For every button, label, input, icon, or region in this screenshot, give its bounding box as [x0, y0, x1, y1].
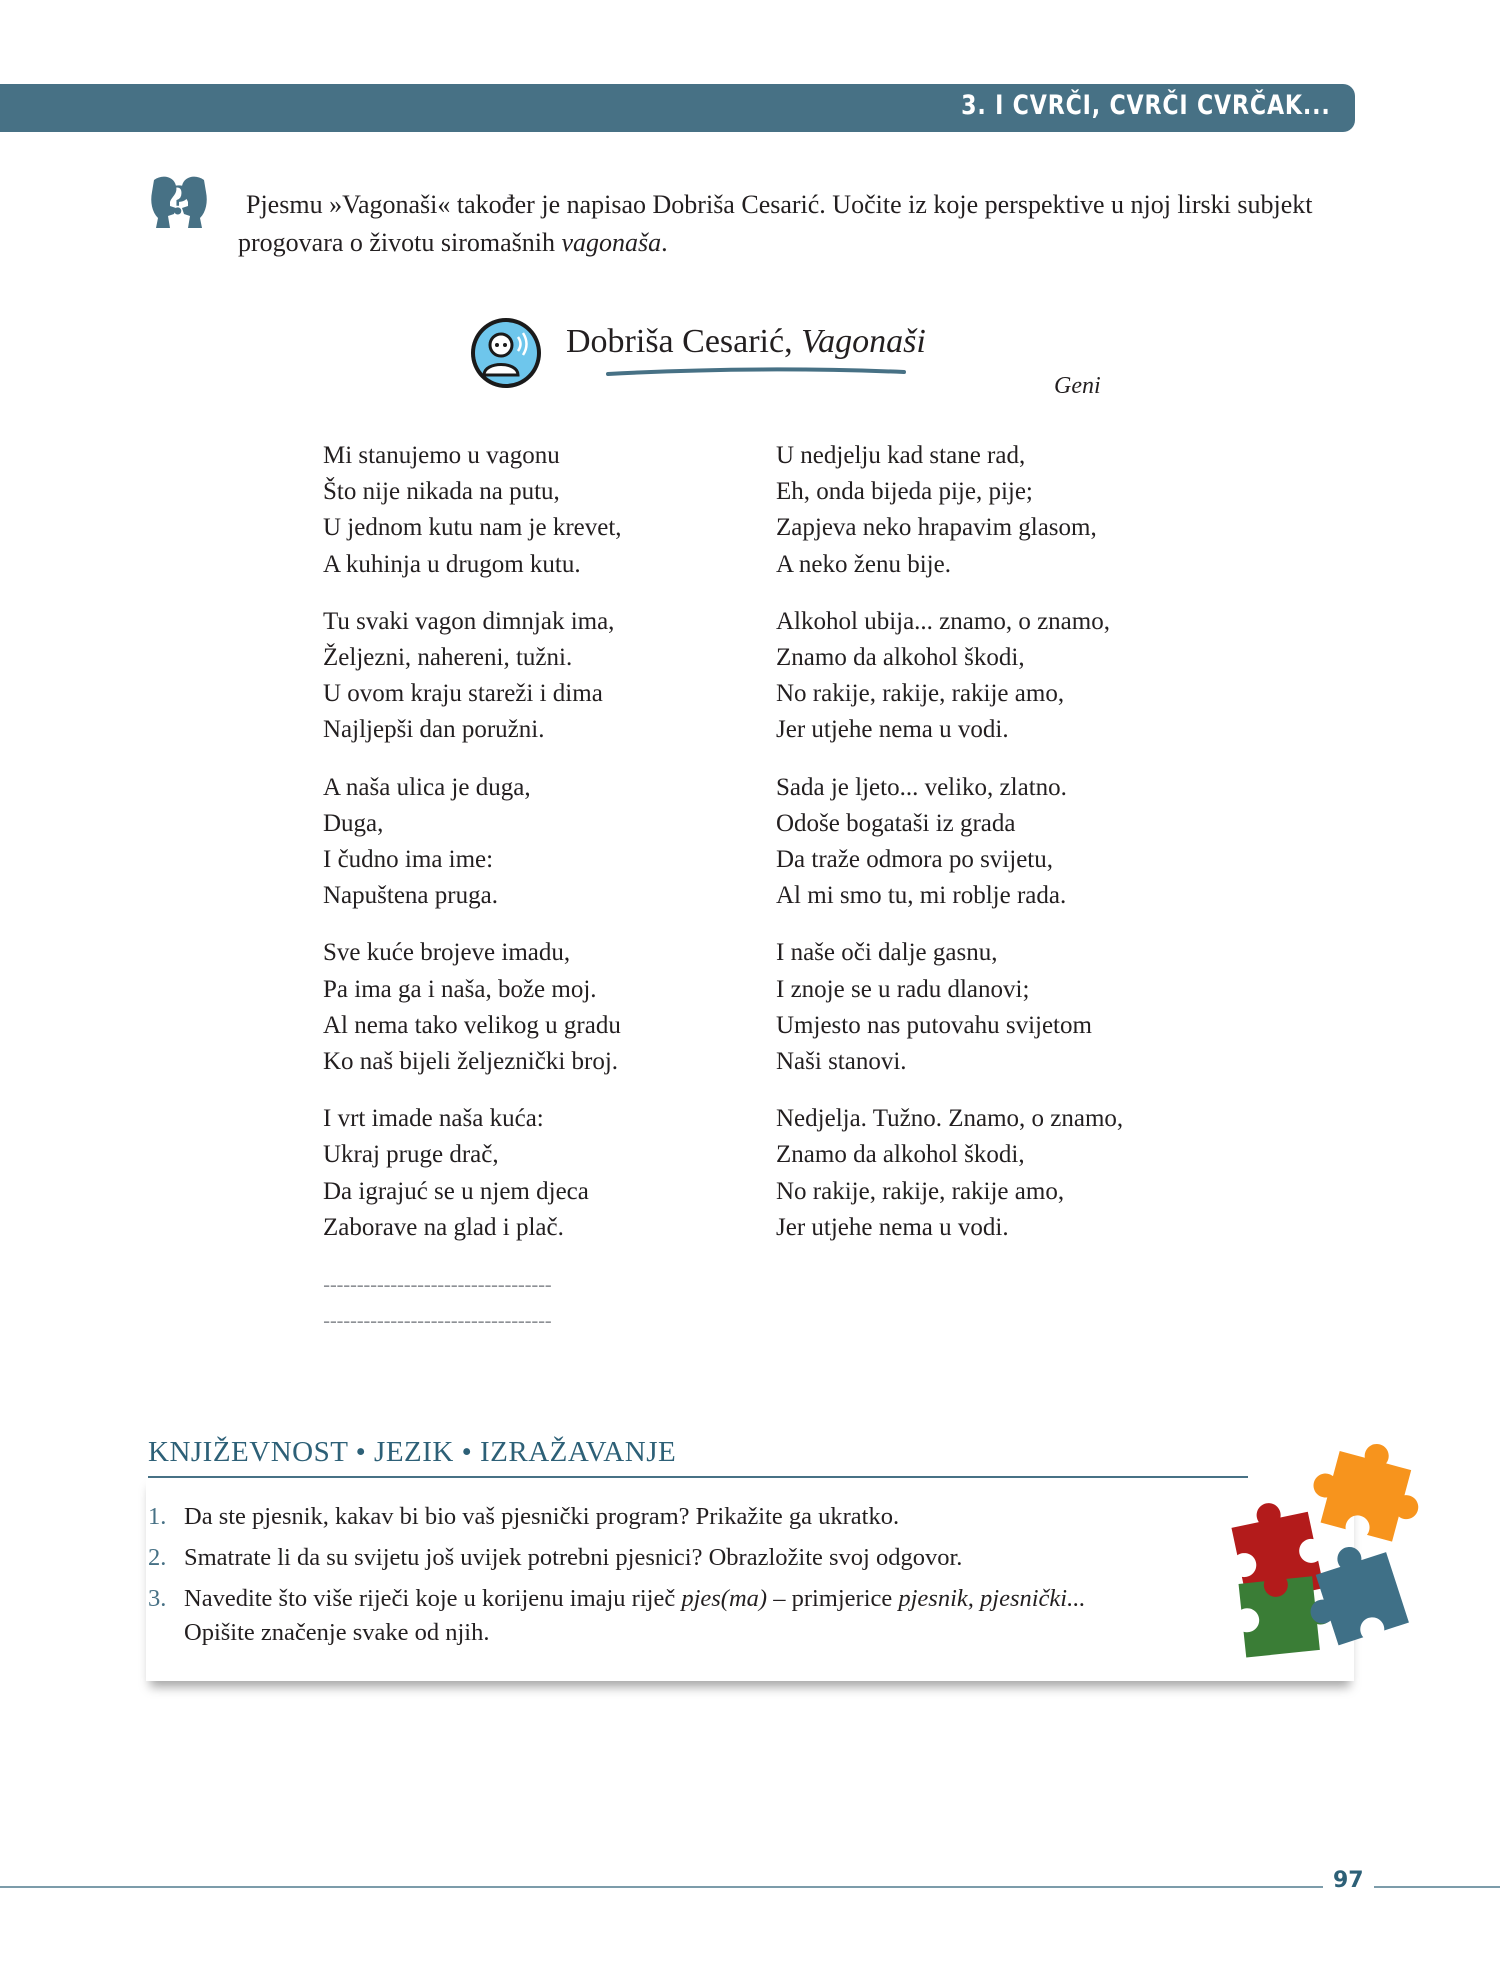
title-underline-swash	[606, 366, 906, 378]
verse-line: Eh, onda bijeda pije, pije;	[776, 478, 1033, 506]
verse-line: Što nije nikada na putu,	[323, 478, 560, 506]
stanza	[323, 438, 763, 583]
stanza	[323, 935, 763, 1080]
omission-dash-line: ----------------------------------	[323, 1309, 552, 1334]
verse-line: Naši stanovi.	[776, 1048, 907, 1076]
verse-line: Umjesto nas putovahu svijetom	[776, 1011, 1092, 1039]
verse-line: Da traže odmora po svijetu,	[776, 846, 1053, 874]
verse-line: A neko ženu bije.	[776, 550, 951, 578]
intro-paragraph: Pjesmu »Vagonaši« također je napisao Dobriša Cesarić. Uočite iz koje perspektive u njoj lirski subjekt progovara o životu siromašnih vagonaša.	[238, 190, 1313, 257]
task-text: Navedite što više riječi koje u korijenu imaju riječ pjes(ma) – primjerice pjesnik, pjesnički... Opišite značenje svake od njih.	[184, 1585, 1086, 1646]
question-heads-icon	[148, 172, 210, 234]
chapter-title: 3. I CVRČI, CVRČI CVRČAK...	[961, 90, 1331, 121]
stanza	[323, 770, 763, 915]
footer-line	[0, 1886, 1500, 1888]
verse-line: Željezni, nahereni, tužni.	[323, 644, 573, 672]
verse-line: Al mi smo tu, mi roblje rada.	[776, 882, 1067, 910]
verse-line: Sada je ljeto... veliko, zlatno.	[776, 773, 1067, 801]
verse-line: Al nema tako velikog u gradu	[323, 1011, 621, 1039]
page-number: 97	[1323, 1868, 1374, 1893]
verse-line: Odoše bogataši iz grada	[776, 809, 1016, 837]
verse-line: U ovom kraju stareži i dima	[323, 680, 603, 708]
task-number: 3.	[148, 1585, 167, 1612]
verse-line: Zaborave na glad i plač.	[323, 1213, 564, 1241]
verse-line: Napuštena pruga.	[323, 882, 498, 910]
poem-title	[566, 321, 926, 363]
verse-line: Sve kuće brojeve imadu,	[323, 939, 571, 967]
verse-line: Najljepši dan poružni.	[323, 716, 545, 744]
stanza	[323, 1101, 763, 1246]
speaker-listen-icon	[468, 315, 544, 391]
verse-line: Pa ima ga i naša, bože moj.	[323, 975, 597, 1003]
verse-line: Duga,	[323, 809, 384, 837]
stanza	[776, 1101, 1216, 1246]
task-item	[148, 1541, 1208, 1575]
task-number: 2.	[148, 1544, 167, 1571]
omission-dash-line: ----------------------------------	[323, 1273, 552, 1298]
verse-line: A naša ulica je duga,	[323, 773, 531, 801]
verse-line: Ukraj pruge drač,	[323, 1141, 499, 1169]
task-text: Da ste pjesnik, kakav bi bio vaš pjesnički program? Prikažite ga ukratko.	[184, 1503, 900, 1530]
verse-line: I znoje se u radu dlanovi;	[776, 975, 1030, 1003]
exercise-heading: KNJIŽEVNOST • JEZIK • IZRAŽAVANJE	[148, 1436, 677, 1468]
stanza	[776, 770, 1216, 915]
task-number: 1.	[148, 1503, 167, 1530]
stanza	[776, 438, 1216, 583]
task-list	[148, 1500, 1208, 1657]
verse-line: A kuhinja u drugom kutu.	[323, 550, 581, 578]
verse-line: Mi stanujemo u vagonu	[323, 442, 560, 469]
verse-line: Da igrajuć se u njem djeca	[323, 1177, 589, 1205]
verse-line: Zapjeva neko hrapavim glasom,	[776, 514, 1097, 542]
verse-line: I vrt imade naša kuća:	[323, 1105, 544, 1133]
puzzle-pieces-icon	[1218, 1440, 1422, 1660]
svg-text:?: ?	[167, 178, 191, 223]
stanza	[776, 935, 1216, 1080]
stanza	[776, 604, 1216, 749]
verse-line: U nedjelju kad stane rad,	[776, 442, 1026, 469]
task-text: Smatrate li da su svijetu još uvijek potrebni pjesnici? Obrazložite svoj odgovor.	[184, 1544, 963, 1571]
stanza	[323, 604, 763, 749]
verse-line: Znamo da alkohol škodi,	[776, 1141, 1025, 1169]
verse-line: Ko naš bijeli željeznički broj.	[323, 1048, 619, 1076]
verse-line: No rakije, rakije, rakije amo,	[776, 1177, 1065, 1205]
verse-line: Alkohol ubija... znamo, o znamo,	[776, 607, 1110, 635]
verse-line: Nedjelja. Tužno. Znamo, o znamo,	[776, 1105, 1124, 1133]
verse-line: U jednom kutu nam je krevet,	[323, 514, 622, 542]
task-item	[148, 1500, 1208, 1534]
verse-line: Tu svaki vagon dimnjak ima,	[323, 607, 615, 635]
poem-name: Vagonaši	[801, 323, 926, 360]
verse-line: Znamo da alkohol škodi,	[776, 644, 1025, 672]
verse-line: I naše oči dalje gasnu,	[776, 939, 998, 967]
poem-author: Dobriša Cesarić,	[566, 323, 802, 360]
poem-left-column	[323, 438, 763, 1339]
chapter-header-bar	[0, 84, 1355, 132]
verse-line: Jer utjehe nema u vodi.	[776, 1213, 1009, 1241]
poem-right-column	[776, 438, 1216, 1267]
poem-source: Geni	[1054, 373, 1101, 399]
exercise-divider	[148, 1476, 1248, 1478]
verse-line: Jer utjehe nema u vodi.	[776, 716, 1009, 744]
task-item	[148, 1582, 1208, 1650]
verse-line: No rakije, rakije, rakije amo,	[776, 680, 1065, 708]
verse-line: I čudno ima ime:	[323, 846, 494, 874]
